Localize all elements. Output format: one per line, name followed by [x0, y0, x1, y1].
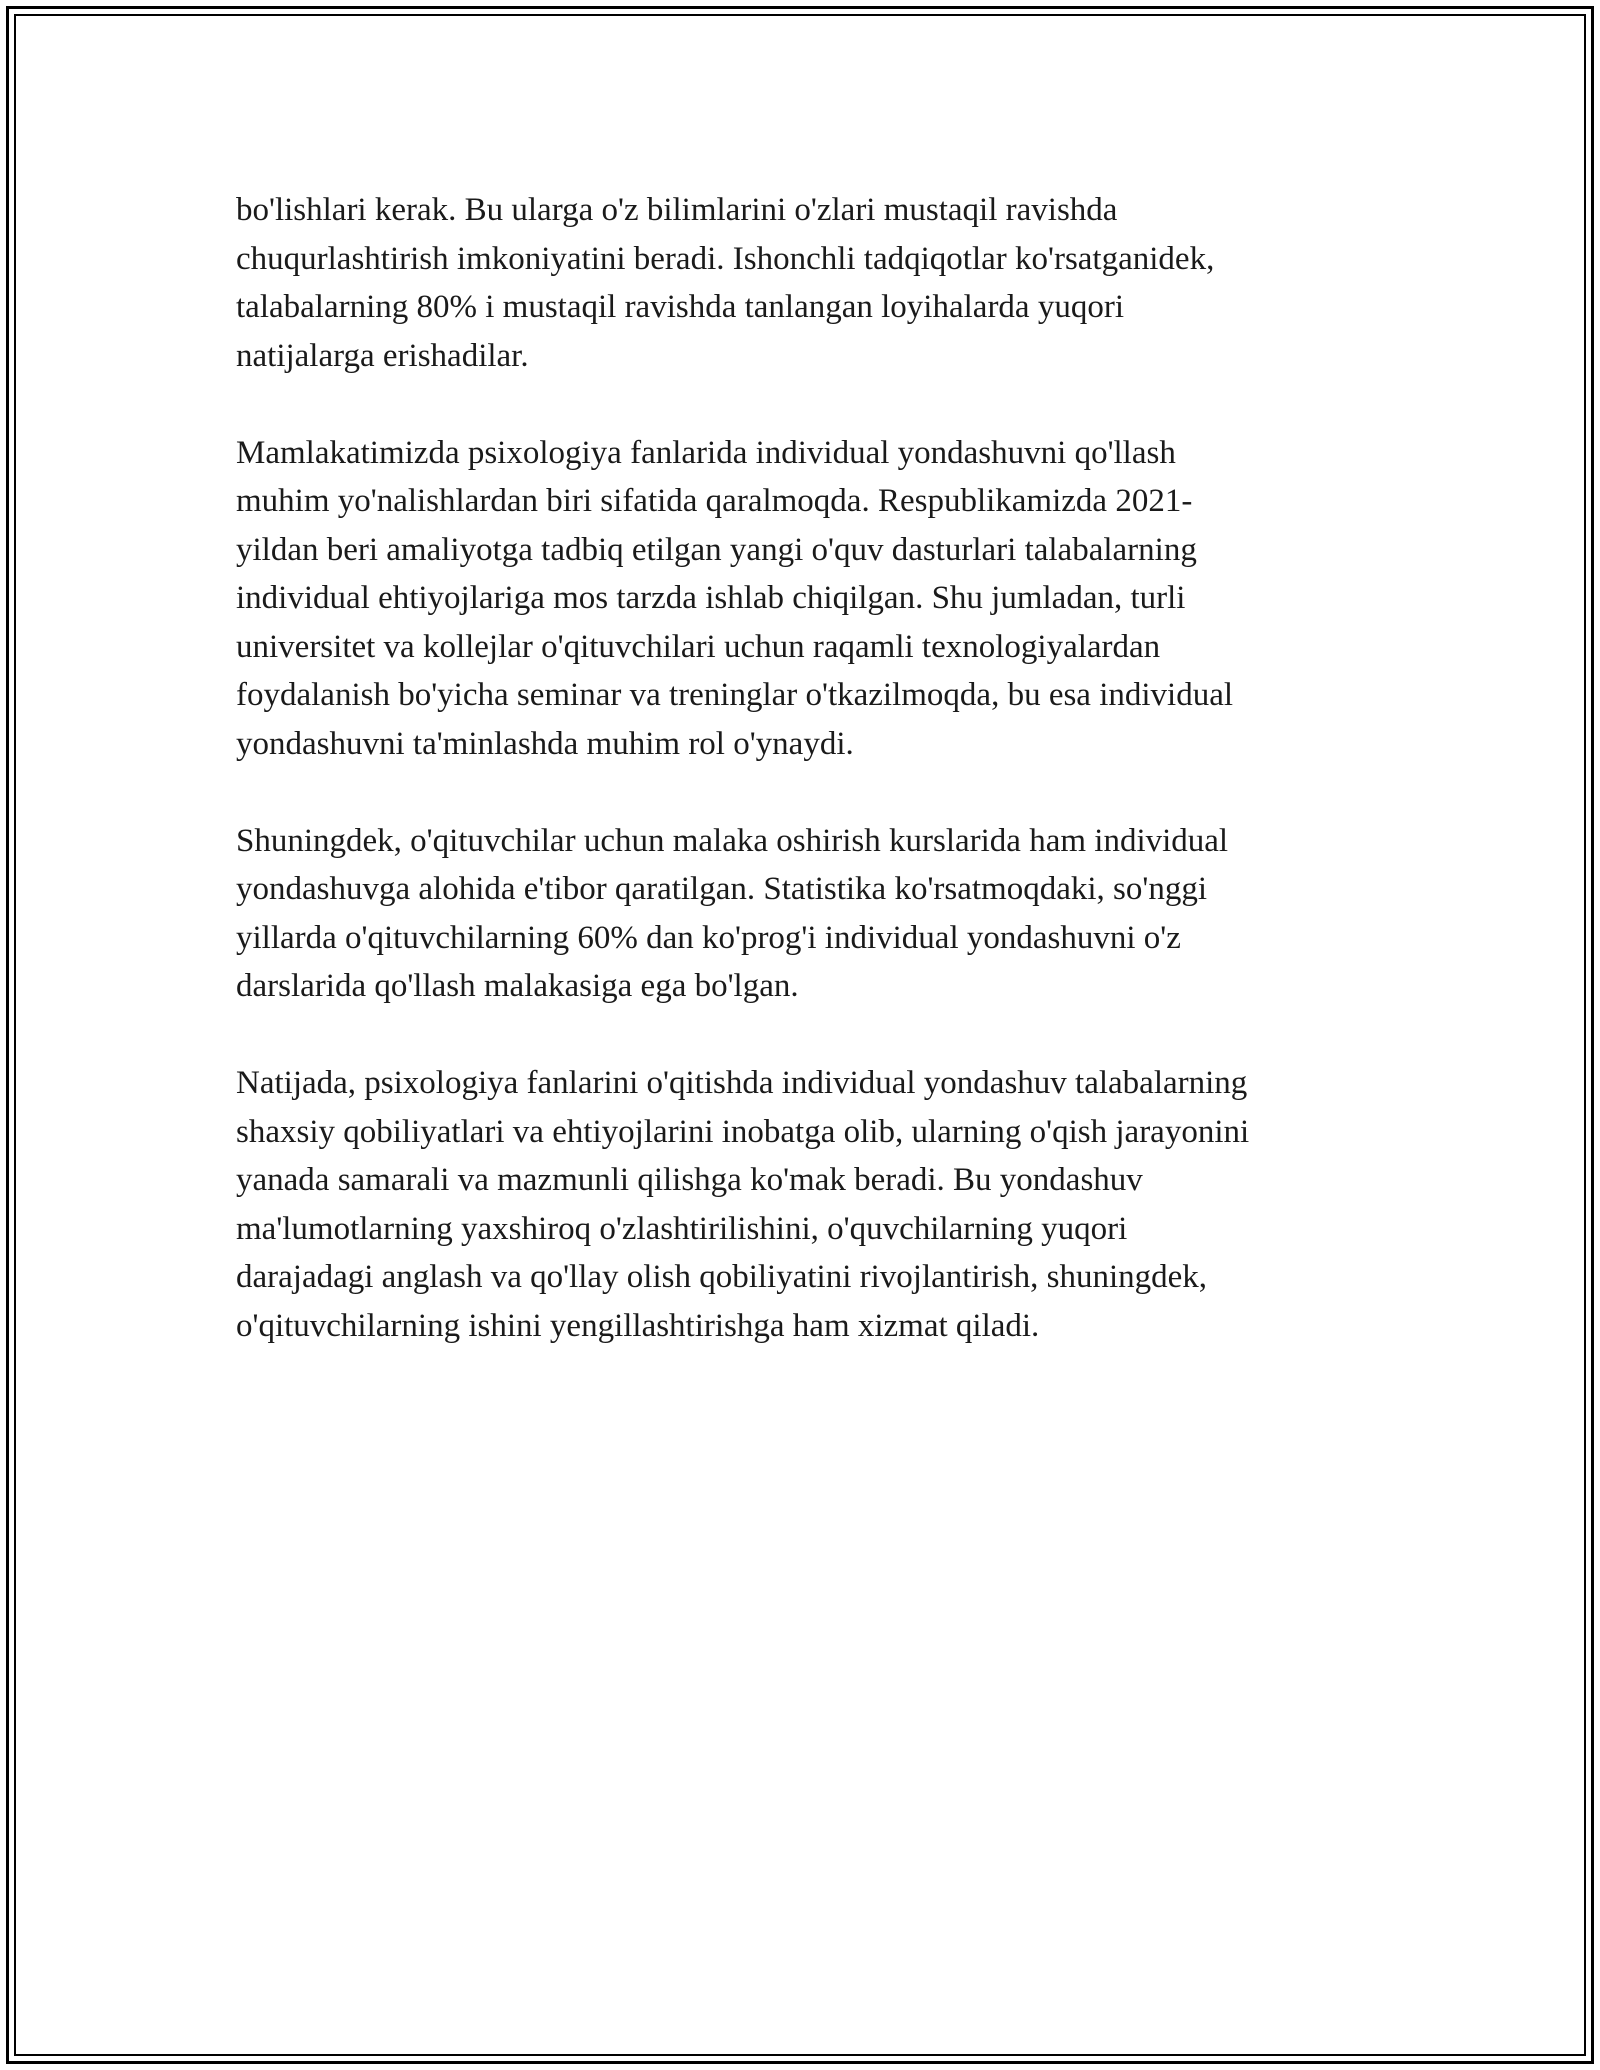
paragraph-1: bo'lishlari kerak. Bu ularga o'z bilimlarini o'zlari mustaqil ravishda chuqurlashtirish imkoniyatini beradi. Ishonchli tadqiqotlar ko'rsatganidek, talabalarning 80% i mustaqil ravishda tanlangan loyihalarda yuqori natijalarga erishadilar. [236, 192, 1215, 374]
paragraph-3: Shuningdek, o'qituvchilar uchun malaka oshirish kurslarida ham individual yondashuvga alohida e'tibor qaratilgan. Statistika ko'rsatmoqdaki, so'nggi yillarda o'qituvchilarning 60% dan ko'prog'i individual yondashuvni o'z darslarida qo'llash malakasiga ega bo'lgan. [236, 822, 1229, 1004]
paragraph-2: Mamlakatimizda psixologiya fanlarida individual yondashuvni qo'llash muhim yo'nalishlardan biri sifatida qaralmoqda. Respublikamizda 2021- yildan beri amaliyotga tadbiq etilgan yangi o'quv dasturlari talabalarning individual ehtiyojlariga mos tarzda ishlab chiqilgan. Shu jumladan, turli universitet va kollejlar o'qituvchilari uchun raqamli texnologiyalardan foydalanish bo'yicha seminar va treninglar o'tkazilmoqda, bu esa individual yondashuvni ta'minlashda muhim rol o'ynaydi. [236, 434, 1234, 762]
document-body [236, 186, 1376, 1399]
paragraph-4: Natijada, psixologiya fanlarini o'qitishda individual yondashuv talabalarning shaxsiy qobiliyatlari va ehtiyojlarini inobatga olib, ularning o'qish jarayonini yanada samarali va mazmunli qilishga ko'mak beradi. Bu yondashuv ma'lumotlarning yaxshiroq o'zlashtirilishini, o'quvchilarning yuqori darajadagi anglash va qo'llay olish qobiliyatini rivojlantirish, shuningdek, o'qituvchilarning ishini yengillashtirishga ham xizmat qiladi. [236, 1065, 1250, 1344]
